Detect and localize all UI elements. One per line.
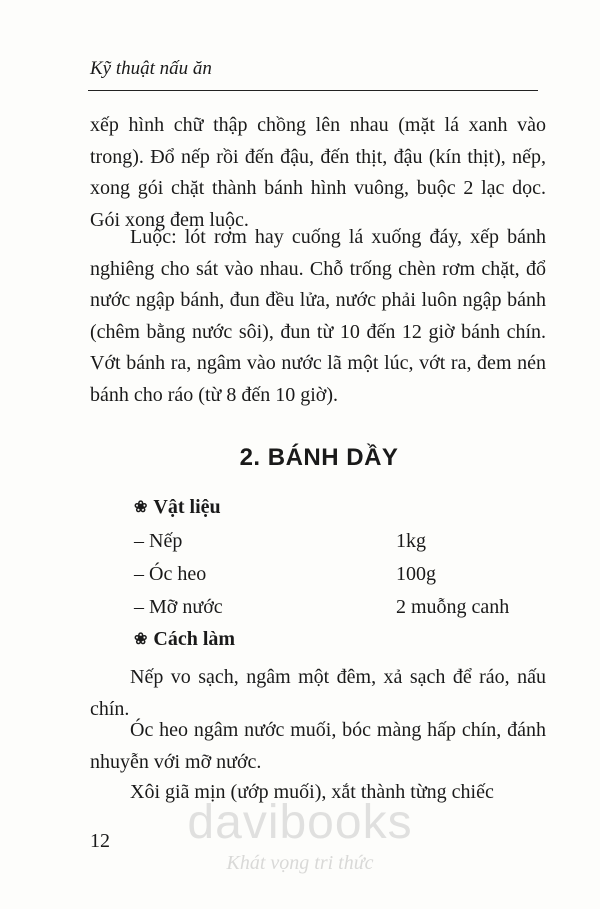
materials-heading	[134, 496, 221, 519]
materials-heading-text: Vật liệu	[153, 496, 221, 518]
method-heading	[134, 628, 235, 651]
page-number: 12	[90, 830, 110, 852]
header-rule	[88, 90, 538, 91]
ingredient-name: – Mỡ nước	[134, 596, 223, 618]
method-heading-text: Cách làm	[153, 628, 236, 650]
paragraph-wrapping: xếp hình chữ thập chồng lên nhau (mặt lá xanh vào trong). Đổ nếp rồi đến đậu, đến thịt, đậu (kín thịt), nếp, xong gói chặt thành bánh hình vuông, buộc 2 lạc dọc. Gói xong đem luộc.	[90, 114, 546, 231]
method-step: Nếp vo sạch, ngâm một đêm, xả sạch để ráo, nấu chín.	[90, 666, 546, 720]
method-step: Óc heo ngâm nước muối, bóc màng hấp chín, đánh nhuyễn với mỡ nước.	[90, 719, 546, 773]
watermark-tagline: Khát vọng tri thức	[226, 852, 374, 874]
method-step: Xôi giã mịn (ướp muối), xắt thành từng chiếc	[130, 781, 494, 803]
ingredient-name: – Nếp	[134, 530, 183, 552]
ingredient-qty: 1kg	[396, 530, 426, 552]
ingredient-qty: 2 muỗng canh	[396, 596, 510, 618]
section-title: 2. BÁNH DẦY	[239, 444, 399, 471]
running-header: Kỹ thuật nấu ăn	[90, 58, 212, 79]
ingredient-qty: 100g	[396, 563, 436, 585]
watermark-brand: davibooks	[187, 796, 413, 849]
flower-icon: ❀	[134, 631, 148, 648]
flower-icon: ❀	[134, 499, 148, 516]
paragraph-boiling: Luộc: lót rơm hay cuống lá xuống đáy, xếp bánh nghiêng cho sát vào nhau. Chỗ trống chèn rơm chặt, đổ nước ngập bánh, đun đều lửa, nước phải luôn ngập bánh (chêm bằng nước sôi), đun từ 10 đến 12 giờ bánh chín. Vớt bánh ra, ngâm vào nước lã một lúc, vớt ra, đem nén bánh cho ráo (từ 8 đến 10 giờ).	[90, 226, 546, 406]
ingredient-name: – Óc heo	[134, 563, 207, 585]
